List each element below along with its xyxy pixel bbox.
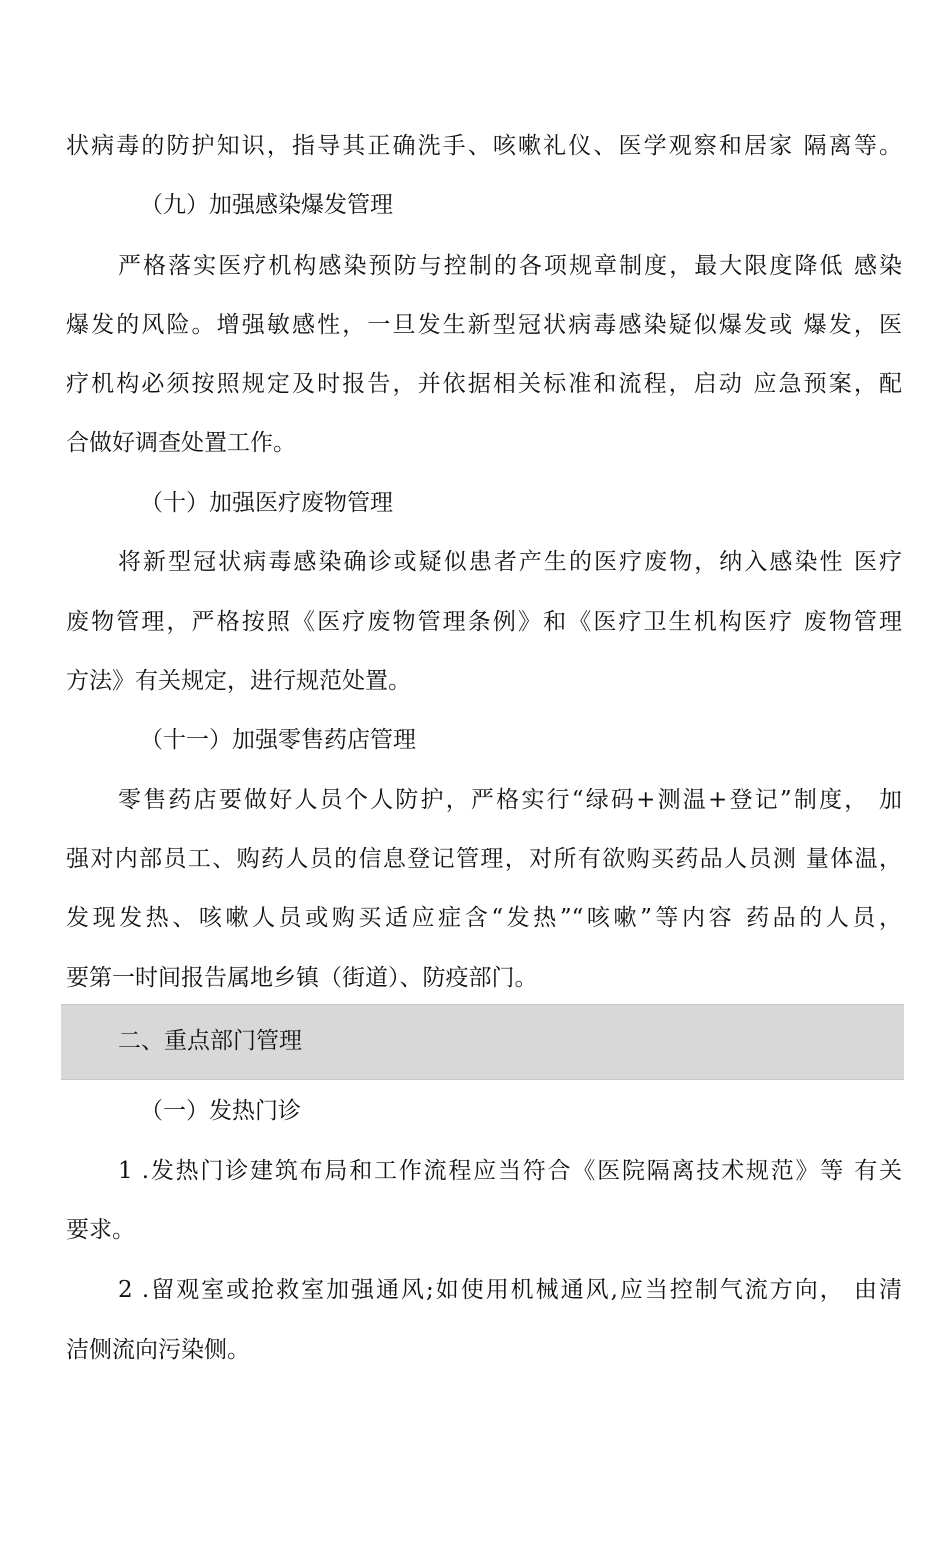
paragraph-line: 爆发的风险。增强敏感性，一旦发生新型冠状病毒感染疑似爆发或 爆发，医: [66, 312, 902, 338]
subsection-heading: （一）发热门诊: [140, 1098, 301, 1124]
paragraph-line: 合做好调查处置工作。: [66, 430, 296, 456]
paragraph-line: 要求。: [66, 1217, 135, 1243]
paragraph-line: 洁侧流向污染侧。: [66, 1337, 250, 1363]
subsection-heading: （十一）加强零售药店管理: [140, 727, 416, 753]
paragraph-line: 要第一时间报告属地乡镇（街道）、防疫部门。: [66, 965, 538, 991]
paragraph-line: 零售药店要做好人员个人防护，严格实行“绿码+测温+登记”制度， 加: [118, 787, 902, 813]
paragraph-line: 发现发热、咳嗽人员或购买适应症含“发热”“咳嗽”等内容 药品的人员，: [66, 905, 902, 931]
paragraph-line: 将新型冠状病毒感染确诊或疑似患者产生的医疗废物，纳入感染性 医疗: [118, 549, 902, 575]
section-heading: 二、重点部门管理: [118, 1028, 302, 1054]
paragraph-line: 严格落实医疗机构感染预防与控制的各项规章制度，最大限度降低 感染: [118, 253, 902, 279]
paragraph-line: 2 .留观室或抢救室加强通风;如使用机械通风,应当控制气流方向， 由清: [118, 1277, 902, 1303]
subsection-heading: （十）加强医疗废物管理: [140, 490, 393, 516]
paragraph-line: 疗机构必须按照规定及时报告，并依据相关标准和流程，启动 应急预案，配: [66, 371, 902, 397]
paragraph-line: 方法》有关规定，进行规范处置。: [66, 668, 411, 694]
paragraph-line: 废物管理，严格按照《医疗废物管理条例》和《医疗卫生机构医疗 废物管理: [66, 609, 902, 635]
subsection-heading: （九）加强感染爆发管理: [140, 192, 393, 218]
paragraph-line: 状病毒的防护知识，指导其正确洗手、咳嗽礼仪、医学观察和居家 隔离等。: [66, 133, 902, 159]
paragraph-line: 强对内部员工、购药人员的信息登记管理，对所有欲购买药品人员测 量体温，: [66, 846, 902, 872]
paragraph-line: 1 .发热门诊建筑布局和工作流程应当符合《医院隔离技术规范》等 有关: [118, 1158, 902, 1184]
